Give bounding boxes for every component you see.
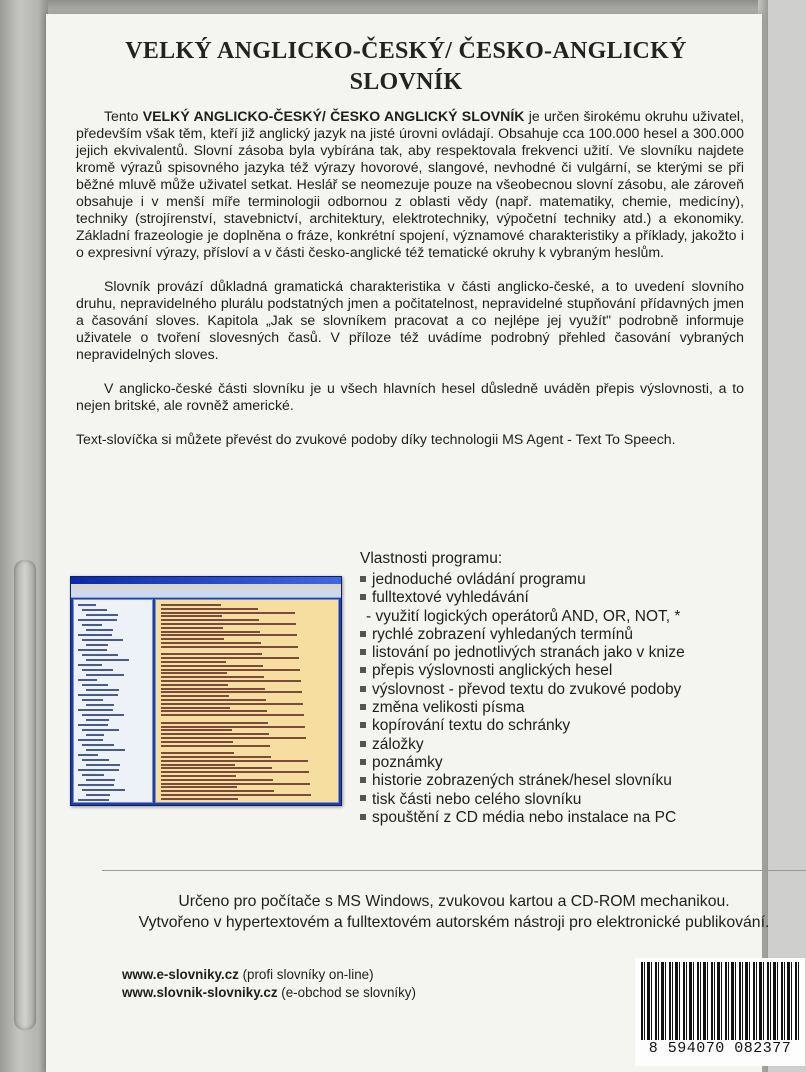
feature-subitem [358, 608, 758, 626]
back-cover-insert [46, 14, 792, 1072]
feature-text: spouštění z CD média nebo instalace na PC [372, 808, 677, 826]
feature-item [358, 699, 758, 717]
tree-row [78, 634, 112, 636]
tree-row [78, 694, 118, 696]
web-link-1 [122, 966, 416, 984]
content-text-row [161, 615, 222, 617]
features-list [358, 571, 758, 827]
feature-item [358, 571, 758, 589]
feature-text: tisk části nebo celého slovníku [372, 790, 582, 808]
bullet-icon [360, 777, 366, 783]
content-text-row [161, 771, 309, 773]
content-text-row [161, 676, 264, 678]
content-text-row [161, 783, 310, 785]
content-text-row [161, 642, 261, 644]
tree-row [82, 624, 102, 626]
tree-row [86, 719, 109, 721]
content-text-row [161, 669, 300, 671]
tree-row [86, 704, 114, 706]
screenshot-toolbar [71, 589, 341, 598]
url-e-slovniky[interactable]: www.e-slovniky.cz [122, 967, 239, 982]
feature-text: poznámky [372, 753, 443, 771]
feature-item [358, 791, 758, 809]
bullet-icon [360, 741, 366, 747]
tree-row [86, 674, 124, 676]
content-text-row [161, 767, 272, 769]
feature-text: výslovnost - převod textu do zvukové podoby [372, 680, 682, 698]
tree-row [82, 774, 104, 776]
content-text-row [161, 691, 302, 693]
tree-row [78, 769, 119, 771]
content-text-row [161, 646, 298, 648]
content-text-row [161, 672, 227, 674]
content-text-row [161, 733, 269, 735]
bullet-icon [360, 667, 366, 673]
web-links [122, 966, 416, 1002]
description-paragraph-2: Slovník provází důkladná gramatická charakteristika v části anglicko-české, a to uvedení slovního druhu, nepravidelného plurálu podstatných jmen a počitatelnost, nepravidelné stupňování přídavných jmen a časování sloves. Kapitola „Jak se slovníkem pracovat a co nejlépe jej využít" podrobně informuje uživatele o tvoření slovesných časů. V příloze též uvádíme podrobný přehled časování vybraných nepravidelných sloves. [76, 278, 744, 362]
screenshot-content-pane [155, 599, 339, 803]
barcode [635, 958, 805, 1066]
web-link-2 [122, 984, 416, 1002]
feature-item [358, 589, 758, 607]
feature-text: jednoduché ovládání programu [372, 571, 586, 588]
tree-row [82, 729, 119, 731]
content-text-row [161, 623, 296, 625]
content-text-row [161, 631, 260, 633]
feature-text: listování po jednotlivých stranách jako v knize [372, 644, 685, 662]
feature-item [358, 754, 758, 772]
features-heading: Vlastnosti programu: [360, 550, 503, 567]
feature-text: historie zobrazených stránek/hesel slovníku [372, 772, 672, 790]
tree-row [78, 739, 103, 741]
content-text-row [161, 726, 305, 728]
content-text-row [161, 752, 234, 754]
barcode-digits: 8 594070 082377 [648, 1040, 792, 1057]
bullet-icon [360, 686, 366, 692]
system-requirements [102, 891, 806, 933]
description [76, 108, 744, 465]
feature-item [358, 772, 758, 790]
tree-row [78, 724, 108, 726]
tree-row [86, 689, 119, 691]
content-text-row [161, 627, 223, 629]
tree-row [78, 799, 109, 801]
tree-row [82, 759, 109, 761]
content-text-row [161, 756, 271, 758]
content-text-row [161, 714, 304, 716]
tree-row [86, 644, 108, 646]
tree-row [86, 749, 125, 751]
bullet-icon [360, 631, 366, 637]
barcode-bars [641, 962, 801, 1040]
feature-text: záložky [372, 735, 424, 753]
tree-row [82, 609, 107, 611]
url-slovnik-slovniky[interactable]: www.slovnik-slovniky.cz [122, 985, 278, 1000]
content-text-row [161, 684, 228, 686]
tree-row [82, 789, 125, 791]
content-text-row [161, 764, 235, 766]
content-text-row [161, 619, 259, 621]
tree-row [82, 654, 118, 656]
program-screenshot [70, 576, 342, 806]
url-description: (e-obchod se slovníky) [277, 985, 416, 1000]
tree-row [86, 629, 113, 631]
feature-item [358, 809, 758, 827]
title-line-1: VELKÝ ANGLICKO-ČESKÝ/ ČESKO-ANGLICKÝ [125, 38, 687, 64]
content-text-row [161, 657, 299, 659]
content-text-row [161, 707, 230, 709]
case-notch [14, 560, 36, 1030]
content-text-row [161, 638, 224, 640]
feature-text: fulltextové vyhledávání [372, 589, 529, 607]
description-paragraph-3: V anglicko-české části slovníku je u všech hlavních hesel důsledně uváděn přepis výslovnosti, a to nejen britské, ale rovněž americké. [76, 380, 744, 413]
content-text-row [161, 608, 258, 610]
bullet-icon [360, 576, 366, 582]
content-text-row [161, 779, 273, 781]
case-spine [0, 0, 48, 1072]
tree-row [86, 794, 110, 796]
bullet-icon [360, 795, 366, 801]
tree-row [86, 659, 129, 661]
page-title [106, 36, 706, 98]
tree-row [86, 779, 115, 781]
screenshot-tree-pane [73, 599, 153, 803]
tree-row [78, 754, 98, 756]
feature-item [358, 644, 758, 662]
description-paragraph-4: Text-slovíčka si můžete převést do zvukové podoby díky technologii MS Agent - Text To Speech. [76, 431, 676, 447]
content-text-row [161, 710, 267, 712]
tree-row [78, 604, 96, 606]
section-divider [102, 870, 806, 871]
requirements-line-2: Vytvořeno v hypertextovém a fulltextovém autorském nástroji pro elektronické publikování. [138, 914, 770, 931]
tree-row [78, 649, 107, 651]
bullet-icon [360, 594, 366, 600]
content-text-row [161, 612, 295, 614]
tree-row [78, 679, 97, 681]
content-text-row [161, 665, 263, 667]
feature-item [358, 736, 758, 754]
content-text-row [161, 790, 274, 792]
feature-text: kopírování textu do schránky [372, 717, 571, 735]
content-text-row [161, 786, 237, 788]
bullet-icon [360, 649, 366, 655]
content-text-row [161, 703, 303, 705]
feature-item [358, 681, 758, 699]
content-text-row [161, 695, 229, 697]
feature-item [358, 717, 758, 735]
p1-body: je určen širokému okruhu uživatel, především však těm, kteří již anglický jazyk na jisté úrovni ovládají. Obsahuje cca 100.000 hesel a 300.000 jejich ekvivalentů. Slovní zásoba byla vybírána tak, aby respektovala frekvenci užití. Ve slovníku najdete kromě výrazů spisovného jazyka též výrazy hovorové, slangové, nevhodné či vulgární, se kterými se při běžné mluvě může uživatel setkat. Heslář se neomezuje pouze na všeobecnou slovní zásobu, ale zároveň obsahuje i v menší míře terminologii odbornou z oblasti vědy (např. matematiky, chemie, medicíny), techniky (strojírenství, stavebnictví, architektury, elektrotechniky, výpočetní techniky atd.) a ekonomiky. Základní frazeologie je doplněna o fráze, konkrétní spojení, významové charakteristiky a příklady, jakožto i o expresivní výrazy, přísloví a v části česko-anglické též tematické okruhy k vybraným heslům. [76, 108, 744, 260]
bullet-icon [360, 722, 366, 728]
tree-row [78, 664, 102, 666]
tree-row [78, 619, 117, 621]
requirements-line-1: Určeno pro počítače s MS Windows, zvukovou kartou a CD-ROM mechanikou. [178, 893, 730, 910]
content-text-row [161, 680, 301, 682]
content-text-row [161, 760, 308, 762]
content-text-row [161, 661, 226, 663]
feature-item [358, 662, 758, 680]
tree-row [78, 784, 114, 786]
feature-text: přepis výslovnosti anglických hesel [372, 662, 613, 680]
tree-row [82, 669, 113, 671]
p1-product-name: VELKÝ ANGLICKO-ČESKÝ/ ČESKO ANGLICKÝ SLOVNÍK [142, 108, 525, 124]
content-text-row [161, 688, 265, 690]
url-description: (profi slovníky on-line) [238, 967, 374, 982]
content-text-row [161, 653, 262, 655]
feature-text: změna velikosti písma [372, 699, 525, 717]
content-text-row [161, 729, 232, 731]
tree-row [82, 639, 123, 641]
title-line-2: SLOVNÍK [349, 69, 463, 95]
screenshot-titlebar [71, 577, 341, 584]
tree-row [86, 764, 120, 766]
feature-text: - využití logických operátorů AND, OR, NOT, * [366, 607, 681, 625]
tree-row [86, 614, 118, 616]
content-text-row [161, 745, 270, 747]
bullet-icon [360, 814, 366, 820]
content-text-row [161, 741, 233, 743]
tree-row [86, 734, 104, 736]
content-text-row [161, 775, 236, 777]
p1-intro: Tento [104, 108, 143, 124]
bullet-icon [360, 759, 366, 765]
tree-row [82, 744, 114, 746]
description-paragraph-1 [76, 108, 744, 261]
feature-text: rychlé zobrazení vyhledaných termínů [372, 625, 634, 643]
tree-row [82, 684, 108, 686]
tree-row [78, 709, 113, 711]
content-text-row [161, 798, 238, 800]
content-text-row [161, 794, 311, 796]
content-text-row [161, 699, 266, 701]
content-text-row [161, 604, 221, 606]
tree-row [82, 714, 124, 716]
content-text-row [161, 737, 306, 739]
feature-item [358, 626, 758, 644]
content-text-row [161, 634, 297, 636]
tree-row [82, 699, 103, 701]
bullet-icon [360, 704, 366, 710]
content-text-row [161, 722, 268, 724]
